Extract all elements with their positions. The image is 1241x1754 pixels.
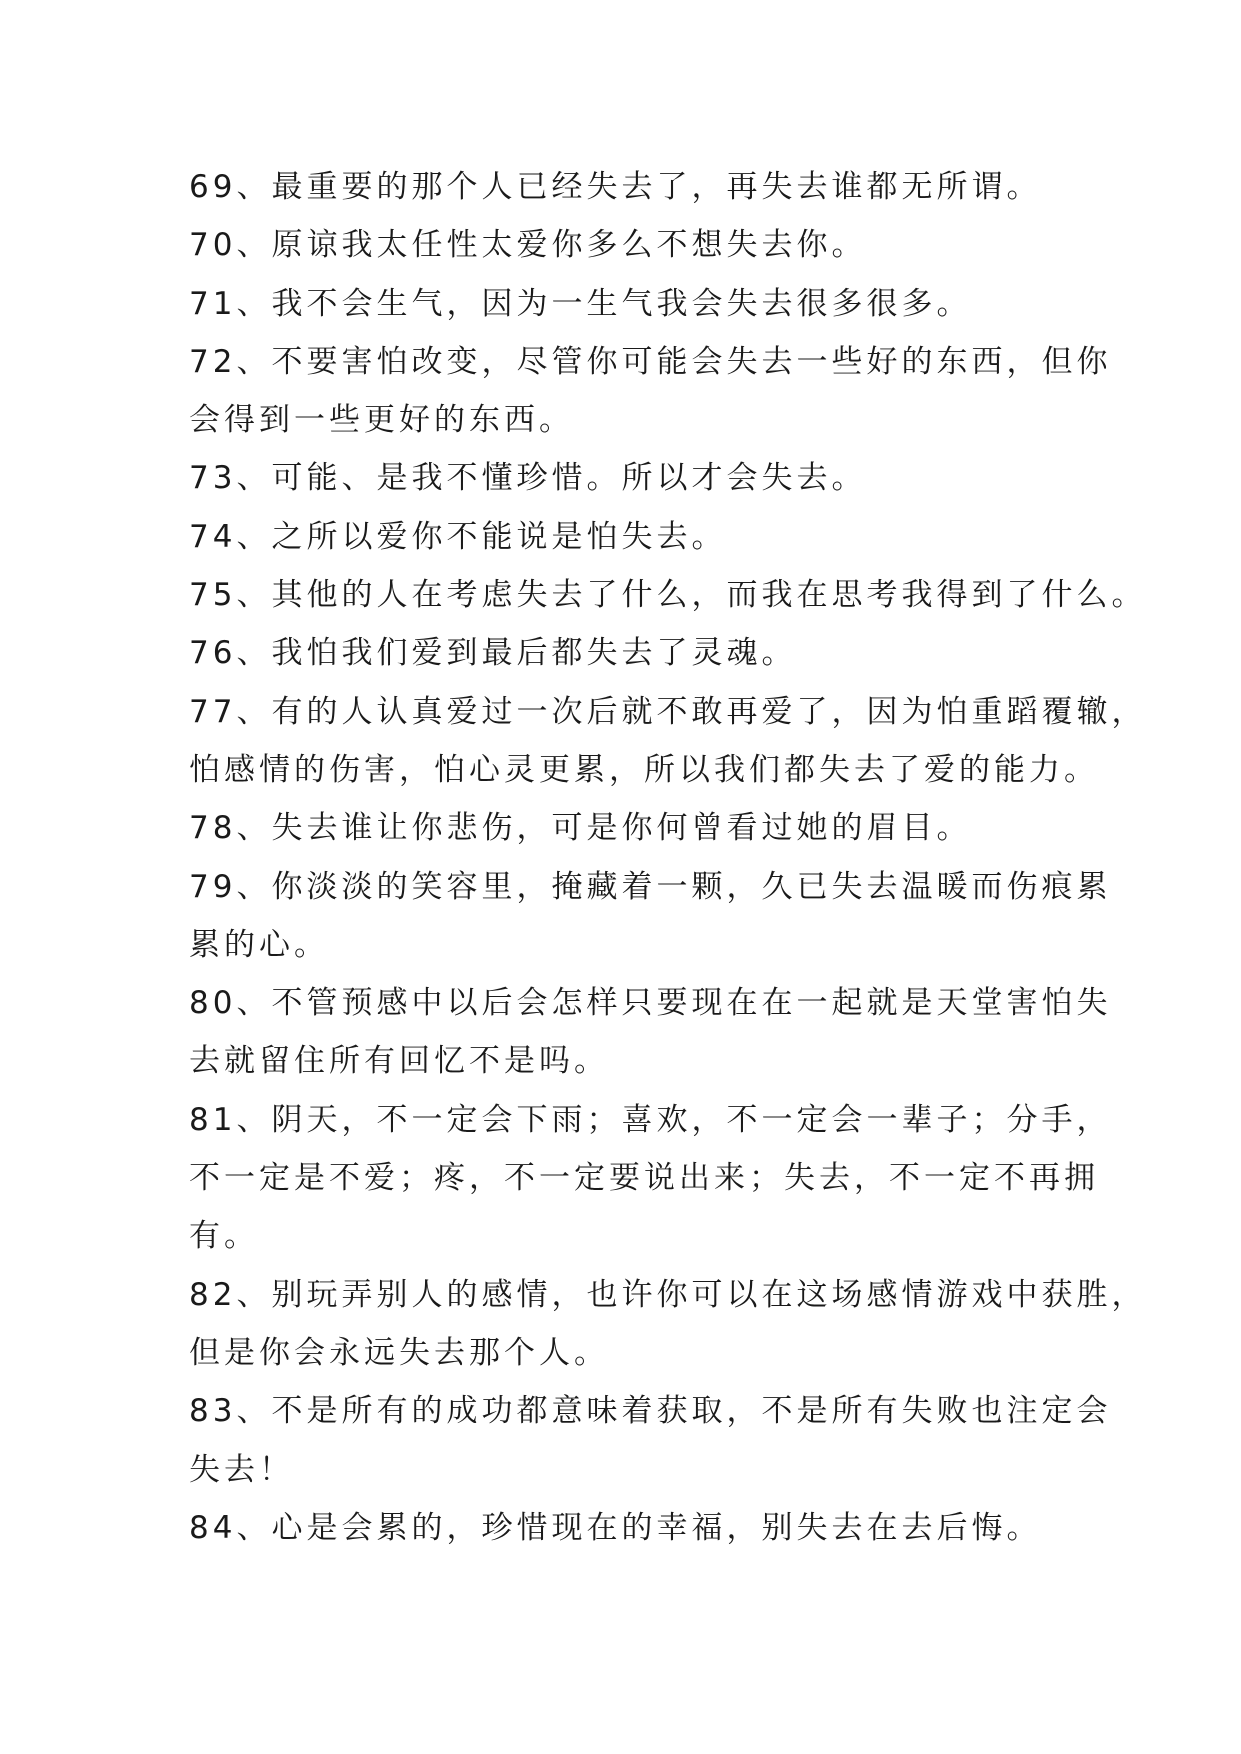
- text-line: 76、我怕我们爱到最后都失去了灵魂。: [189, 635, 797, 672]
- text-line: 不一定是不爱；疼，不一定要说出来；失去，不一定不再拥: [189, 1160, 1099, 1197]
- text-line: 失去！: [189, 1451, 294, 1488]
- text-line: 84、心是会累的，珍惜现在的幸福，别失去在去后悔。: [189, 1509, 1042, 1546]
- text-line: 81、阴天，不一定会下雨；喜欢，不一定会一辈子；分手，: [189, 1101, 1112, 1138]
- text-line: 累的心。: [189, 926, 329, 963]
- text-line: 69、最重要的那个人已经失去了，再失去谁都无所谓。: [189, 169, 1042, 205]
- text-line: 77、有的人认真爱过一次后就不敢再爱了，因为怕重蹈覆辙，: [189, 693, 1147, 730]
- text-line: 78、失去谁让你悲伤，可是你何曾看过她的眉目。: [189, 810, 972, 847]
- text-line: 会得到一些更好的东西。: [189, 402, 574, 439]
- text-line: 有。: [189, 1218, 259, 1255]
- text-line: 72、不要害怕改变，尽管你可能会失去一些好的东西，但你: [189, 343, 1112, 380]
- text-line: 70、原谅我太任性太爱你多么不想失去你。: [189, 227, 867, 264]
- text-line: 但是你会永远失去那个人。: [189, 1334, 609, 1371]
- text-line: 79、你淡淡的笑容里，掩藏着一颗，久已失去温暖而伤痕累: [189, 868, 1112, 905]
- text-line: 去就留住所有回忆不是吗。: [189, 1043, 609, 1080]
- text-line: 71、我不会生气，因为一生气我会失去很多很多。: [189, 285, 972, 322]
- text-line: 80、不管预感中以后会怎样只要现在在一起就是天堂害怕失: [189, 985, 1112, 1022]
- text-line: 82、别玩弄别人的感情，也许你可以在这场感情游戏中获胜，: [189, 1276, 1147, 1313]
- text-line: 怕感情的伤害，怕心灵更累，所以我们都失去了爱的能力。: [189, 751, 1099, 788]
- text-line: 75、其他的人在考虑失去了什么，而我在思考我得到了什么。: [189, 577, 1147, 614]
- text-line: 83、不是所有的成功都意味着获取，不是所有失败也注定会: [189, 1393, 1112, 1430]
- document-body: [189, 158, 1147, 1557]
- text-line: 73、可能、是我不懂珍惜。所以才会失去。: [189, 460, 867, 497]
- text-line: 74、之所以爱你不能说是怕失去。: [189, 518, 727, 555]
